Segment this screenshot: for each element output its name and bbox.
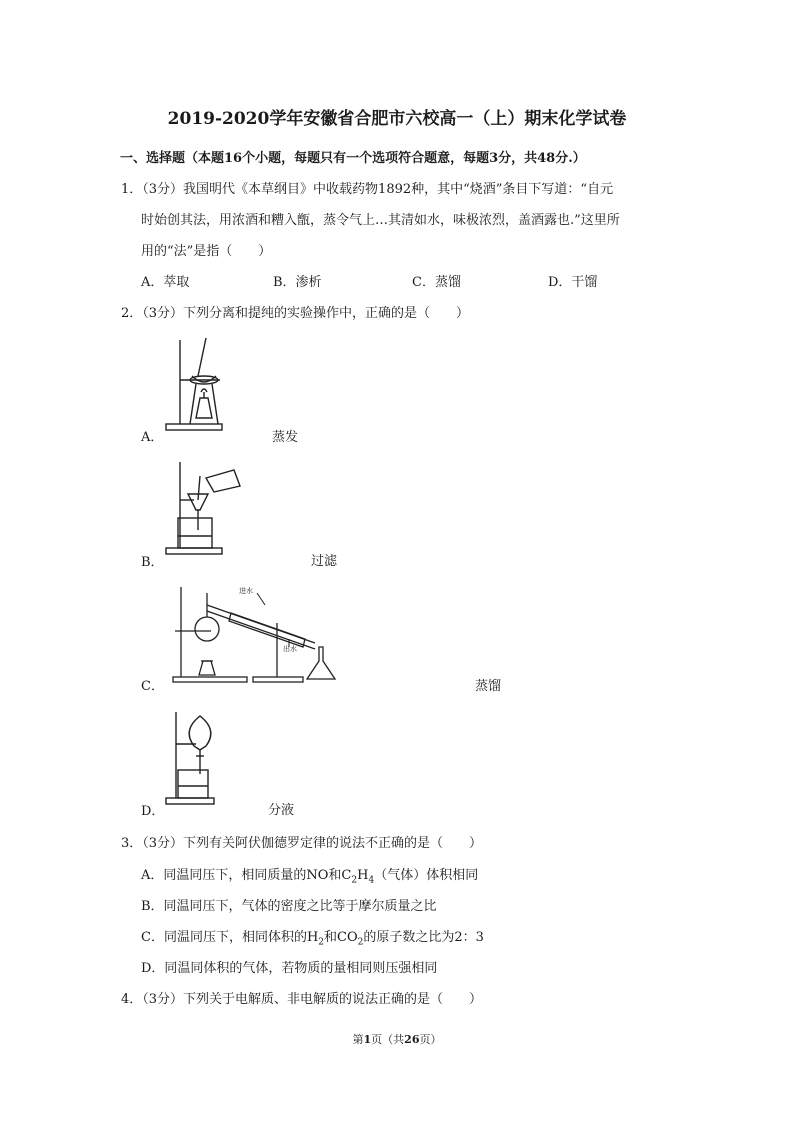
water-out-label: 出水 bbox=[283, 645, 297, 653]
q2-option-c-letter[interactable]: C． bbox=[141, 679, 164, 694]
page-title: 2019-2020学年安徽省合肥市六校高一（上）期末化学试卷 bbox=[167, 109, 627, 129]
q2-option-b-caption: 过滤 bbox=[311, 554, 338, 569]
q1-line-2: 时始创其法，用浓酒和糟入甑，蒸令气上…其清如水，味极浓烈，盖酒露也.”这里所 bbox=[141, 213, 620, 228]
q2-option-d-caption: 分液 bbox=[268, 803, 295, 818]
q3-stem: 3．（3分）下列有关阿伏伽德罗定律的说法不正确的是（ ） bbox=[121, 836, 483, 851]
q1-option-c[interactable]: C．蒸馏 bbox=[412, 275, 461, 290]
water-in-label: 进水 bbox=[239, 587, 253, 595]
q3-option-c[interactable]: C．同温同压下，相同体积的$H_2$和$CO_2$的原子数之比为2：3 bbox=[141, 930, 484, 948]
q2-option-c-caption: 蒸馏 bbox=[475, 679, 502, 694]
q2-option-a-letter[interactable]: A． bbox=[141, 430, 164, 445]
filtration-apparatus-diagram bbox=[160, 460, 250, 560]
q1-option-d[interactable]: D．干馏 bbox=[548, 275, 598, 290]
q1-option-a[interactable]: A．萃取 bbox=[141, 275, 190, 290]
q3-option-d[interactable]: D．同温同体积的气体，若物质的量相同则压强相同 bbox=[141, 961, 438, 976]
q3-option-a[interactable]: A．同温同压下，相同质量的NO和$C_2H_4$（气体）体积相同 bbox=[141, 868, 479, 886]
q3-option-b[interactable]: B．同温同压下，气体的密度之比等于摩尔质量之比 bbox=[141, 899, 437, 914]
q2-option-d-letter[interactable]: D． bbox=[141, 804, 165, 819]
q1-line-3: 用的“法”是指（ ） bbox=[141, 244, 272, 259]
section-heading: 一、选择题（本题16个小题，每题只有一个选项符合题意，每题3分，共48分.） bbox=[120, 151, 586, 166]
separatory-funnel-diagram bbox=[160, 710, 230, 810]
distillation-apparatus-diagram bbox=[165, 585, 355, 685]
q1-line-1: 1．（3分）我国明代《本草纲目》中收载药物1892种，其中“烧酒”条目下写道：“自元 bbox=[121, 182, 614, 197]
q2-option-a-caption: 蒸发 bbox=[272, 430, 299, 445]
q2-stem: 2．（3分）下列分离和提纯的实验操作中，正确的是（ ） bbox=[121, 306, 470, 321]
q4-stem: 4．（3分）下列关于电解质、非电解质的说法正确的是（ ） bbox=[121, 992, 483, 1007]
page-footer: 第1页（共26页） bbox=[352, 1033, 442, 1046]
evaporation-apparatus-diagram bbox=[160, 336, 240, 436]
q2-option-b-letter[interactable]: B． bbox=[141, 555, 164, 570]
q1-option-b[interactable]: B．渗析 bbox=[273, 275, 322, 290]
